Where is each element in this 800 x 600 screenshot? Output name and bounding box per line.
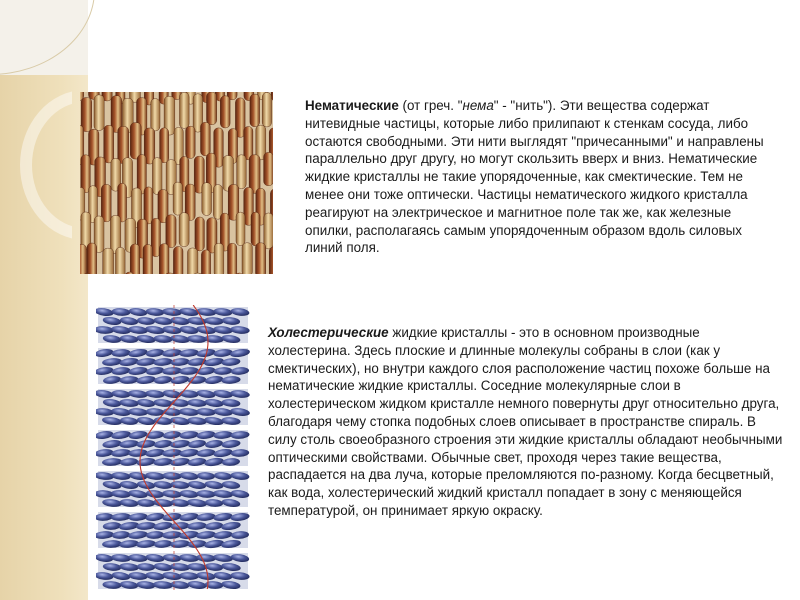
- nematic-rod: [201, 122, 211, 156]
- nematic-rod: [94, 95, 104, 130]
- nematic-rod: [160, 128, 169, 163]
- cholesteric-term: Холестерические: [268, 325, 389, 340]
- nematic-rod: [130, 244, 140, 274]
- nematic-rod: [269, 247, 273, 274]
- nematic-greek-word: нема: [462, 98, 494, 113]
- nematic-rod: [180, 92, 190, 128]
- cholesteric-crystal-image: [96, 305, 252, 592]
- nematic-body: Эти вещества содержат нитевидные частицы, которые либо прилипают к стенкам сосуда, либо остаются свободными. Эти нити выглядят "причесанными" и направлены параллельно друг другу, но могут скользить вверх и вниз. Нематические жидкие кристаллы не такие упорядоченные, как смектические. Тем не менее они тоже оптически. Частицы нематического жидкого кристалла реагируют на электрическое и магнитное поле так же, как железные опилки, располагаясь самым упорядоченным образом вдоль силовых линий поля.: [305, 98, 764, 256]
- left-decor-band: [0, 0, 88, 600]
- nematic-rod: [220, 96, 230, 128]
- nematic-rod: [213, 185, 222, 220]
- nematic-intro-before: (от греч. ": [398, 98, 463, 113]
- nematic-rod: [159, 244, 169, 274]
- nematic-rod: [80, 244, 87, 274]
- nematic-rod: [249, 155, 260, 194]
- nematic-rod: [143, 245, 153, 275]
- nematic-rod: [237, 155, 247, 189]
- nematic-paragraph: [305, 97, 775, 257]
- nematic-rod: [166, 215, 176, 248]
- cholesteric-paragraph: [268, 324, 783, 520]
- nematic-rod: [188, 248, 198, 274]
- nematic-rod: [207, 92, 217, 125]
- cholesteric-body: жидкие кристаллы - это в основном производные холестерина. Здесь плоские и длинные молекулы собраны в слои (как у смектических), но внутри каждого слоя расположение частиц похоже больше на нематические жидкие кристаллы. Соседние молекулярные слои в холестерическом жидком кристалле немного повернуты друг относительно друга, благодаря чему стопка подобных слоев описывает в пространстве спираль. В силу столь своеобразного строения эти жидкие кристаллы обладают необычными оптическими свойствами. Обычные свет, проходя через такие вещества, распадается на два луча, которые преломляются по-разному. Когда бесцветный, как вода, холестерический жидкий кристалл попадает в зону с меняющейся температурой, он принимает яркую окраску.: [268, 325, 783, 518]
- nematic-rod: [242, 243, 252, 274]
- nematic-rod: [256, 243, 266, 274]
- nematic-rod: [152, 158, 162, 195]
- nematic-rod: [202, 183, 212, 216]
- nematic-rod: [173, 247, 183, 275]
- nematic-rod: [264, 152, 273, 185]
- nematic-rod: [87, 243, 97, 274]
- nematic-rod: [144, 187, 153, 224]
- nematic-rods-illustration: [80, 92, 273, 274]
- nematic-rod: [236, 212, 245, 246]
- nematic-term: Нематические: [305, 98, 399, 113]
- nematic-rod: [81, 155, 91, 193]
- nematic-rod: [250, 94, 260, 127]
- nematic-rod: [244, 127, 253, 160]
- nematic-rod: [195, 217, 205, 251]
- nematic-rod: [81, 98, 92, 132]
- nematic-rod: [186, 126, 196, 158]
- nematic-rod: [228, 243, 237, 274]
- nematic-rod: [104, 125, 114, 163]
- nematic-rod: [103, 248, 114, 274]
- nematic-rod: [151, 99, 160, 131]
- nematic-rod: [116, 247, 126, 274]
- nematic-rod: [251, 212, 260, 246]
- nematic-rod: [201, 250, 210, 274]
- nematic-rod: [173, 182, 183, 215]
- cholesteric-layers-illustration: [96, 305, 252, 592]
- nematic-rod: [262, 93, 271, 127]
- nematic-rod: [214, 243, 224, 274]
- nematic-intro-middle: " - "нить").: [493, 98, 560, 113]
- nematic-rod: [101, 184, 111, 221]
- nematic-rod: [179, 213, 189, 247]
- nematic-rod: [264, 213, 273, 249]
- nematic-rod: [130, 123, 141, 159]
- nematic-crystal-image: [80, 92, 273, 274]
